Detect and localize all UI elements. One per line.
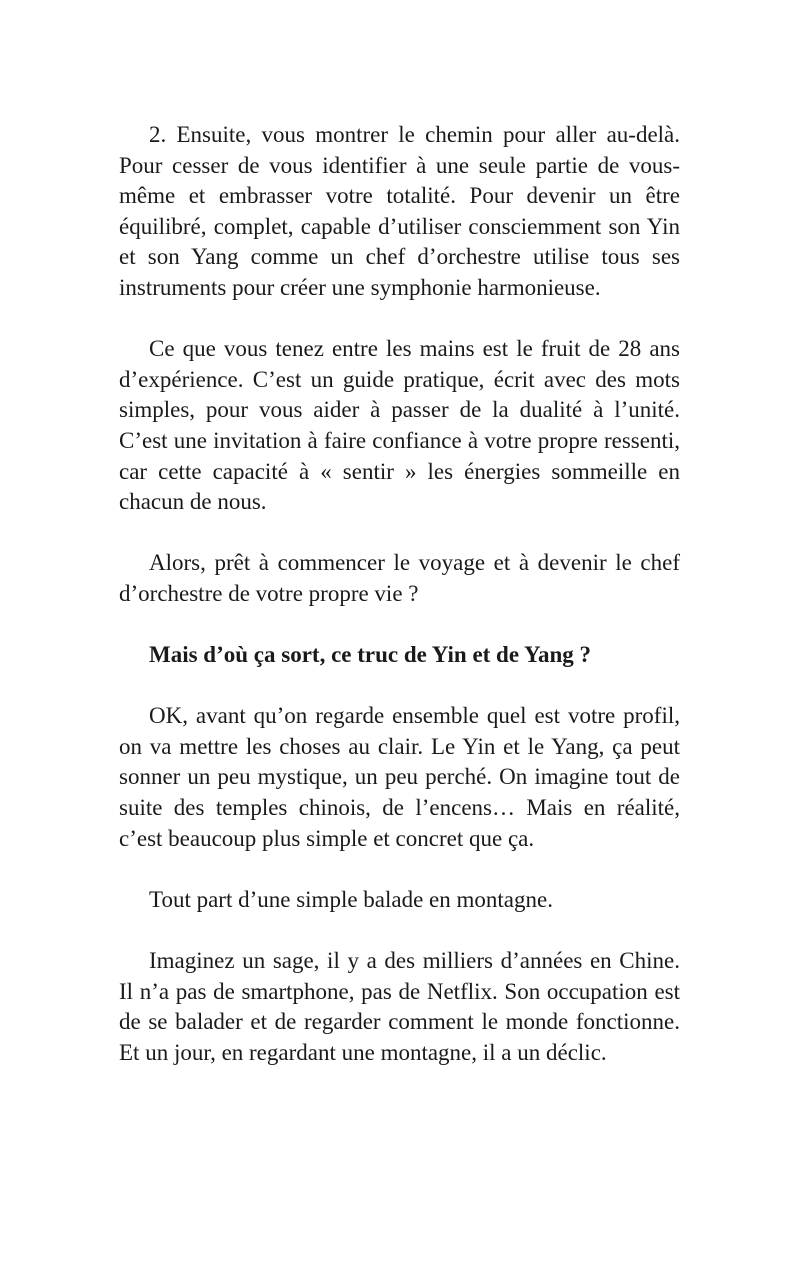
paragraph-ensuite: 2. Ensuite, vous montrer le chemin pour aller au-delà. Pour cesser de vous identifier à une seule partie de vous-même et embrasser votre totalité. Pour devenir un être équilibré, complet, capable d’utiliser consciemment son Yin et son Yang comme un chef d’orchestre utilise tous ses instruments pour créer une symphonie harmonieuse.: [119, 122, 680, 300]
paragraph-sage: Imaginez un sage, il y a des milliers d’années en Chine. Il n’a pas de smartphone, pas de Netflix. Son occupation est de se balader et de regarder comment le monde fonctionne. Et un jour, en regardant une montagne, il a un déclic.: [119, 948, 680, 1065]
paragraph-voyage: Alors, prêt à commencer le voyage et à devenir le chef d’orchestre de votre propre vie ?: [119, 550, 680, 606]
paragraph-experience: Ce que vous tenez entre les mains est le fruit de 28 ans d’expérience. C’est un guide pratique, écrit avec des mots simples, pour vous aider à passer de la dualité à l’unité. C’est une invitation à faire confiance à votre propre ressenti, car cette capacité à « sentir » les énergies sommeille en chacun de nous.: [119, 336, 680, 515]
paragraph-balade: Tout part d’une simple balade en montagne.: [149, 886, 553, 912]
section-heading: Mais d’où ça sort, ce truc de Yin et de Yang ?: [149, 642, 592, 668]
paragraph-profil: OK, avant qu’on regarde ensemble quel est votre profil, on va mettre les choses au clair. Le Yin et le Yang, ça peut sonner un peu mystique, un peu perché. On imagine tout de suite des temples chinois, de l’encens… Mais en réalité, c’est beaucoup plus simple et concret que ça.: [119, 703, 680, 851]
